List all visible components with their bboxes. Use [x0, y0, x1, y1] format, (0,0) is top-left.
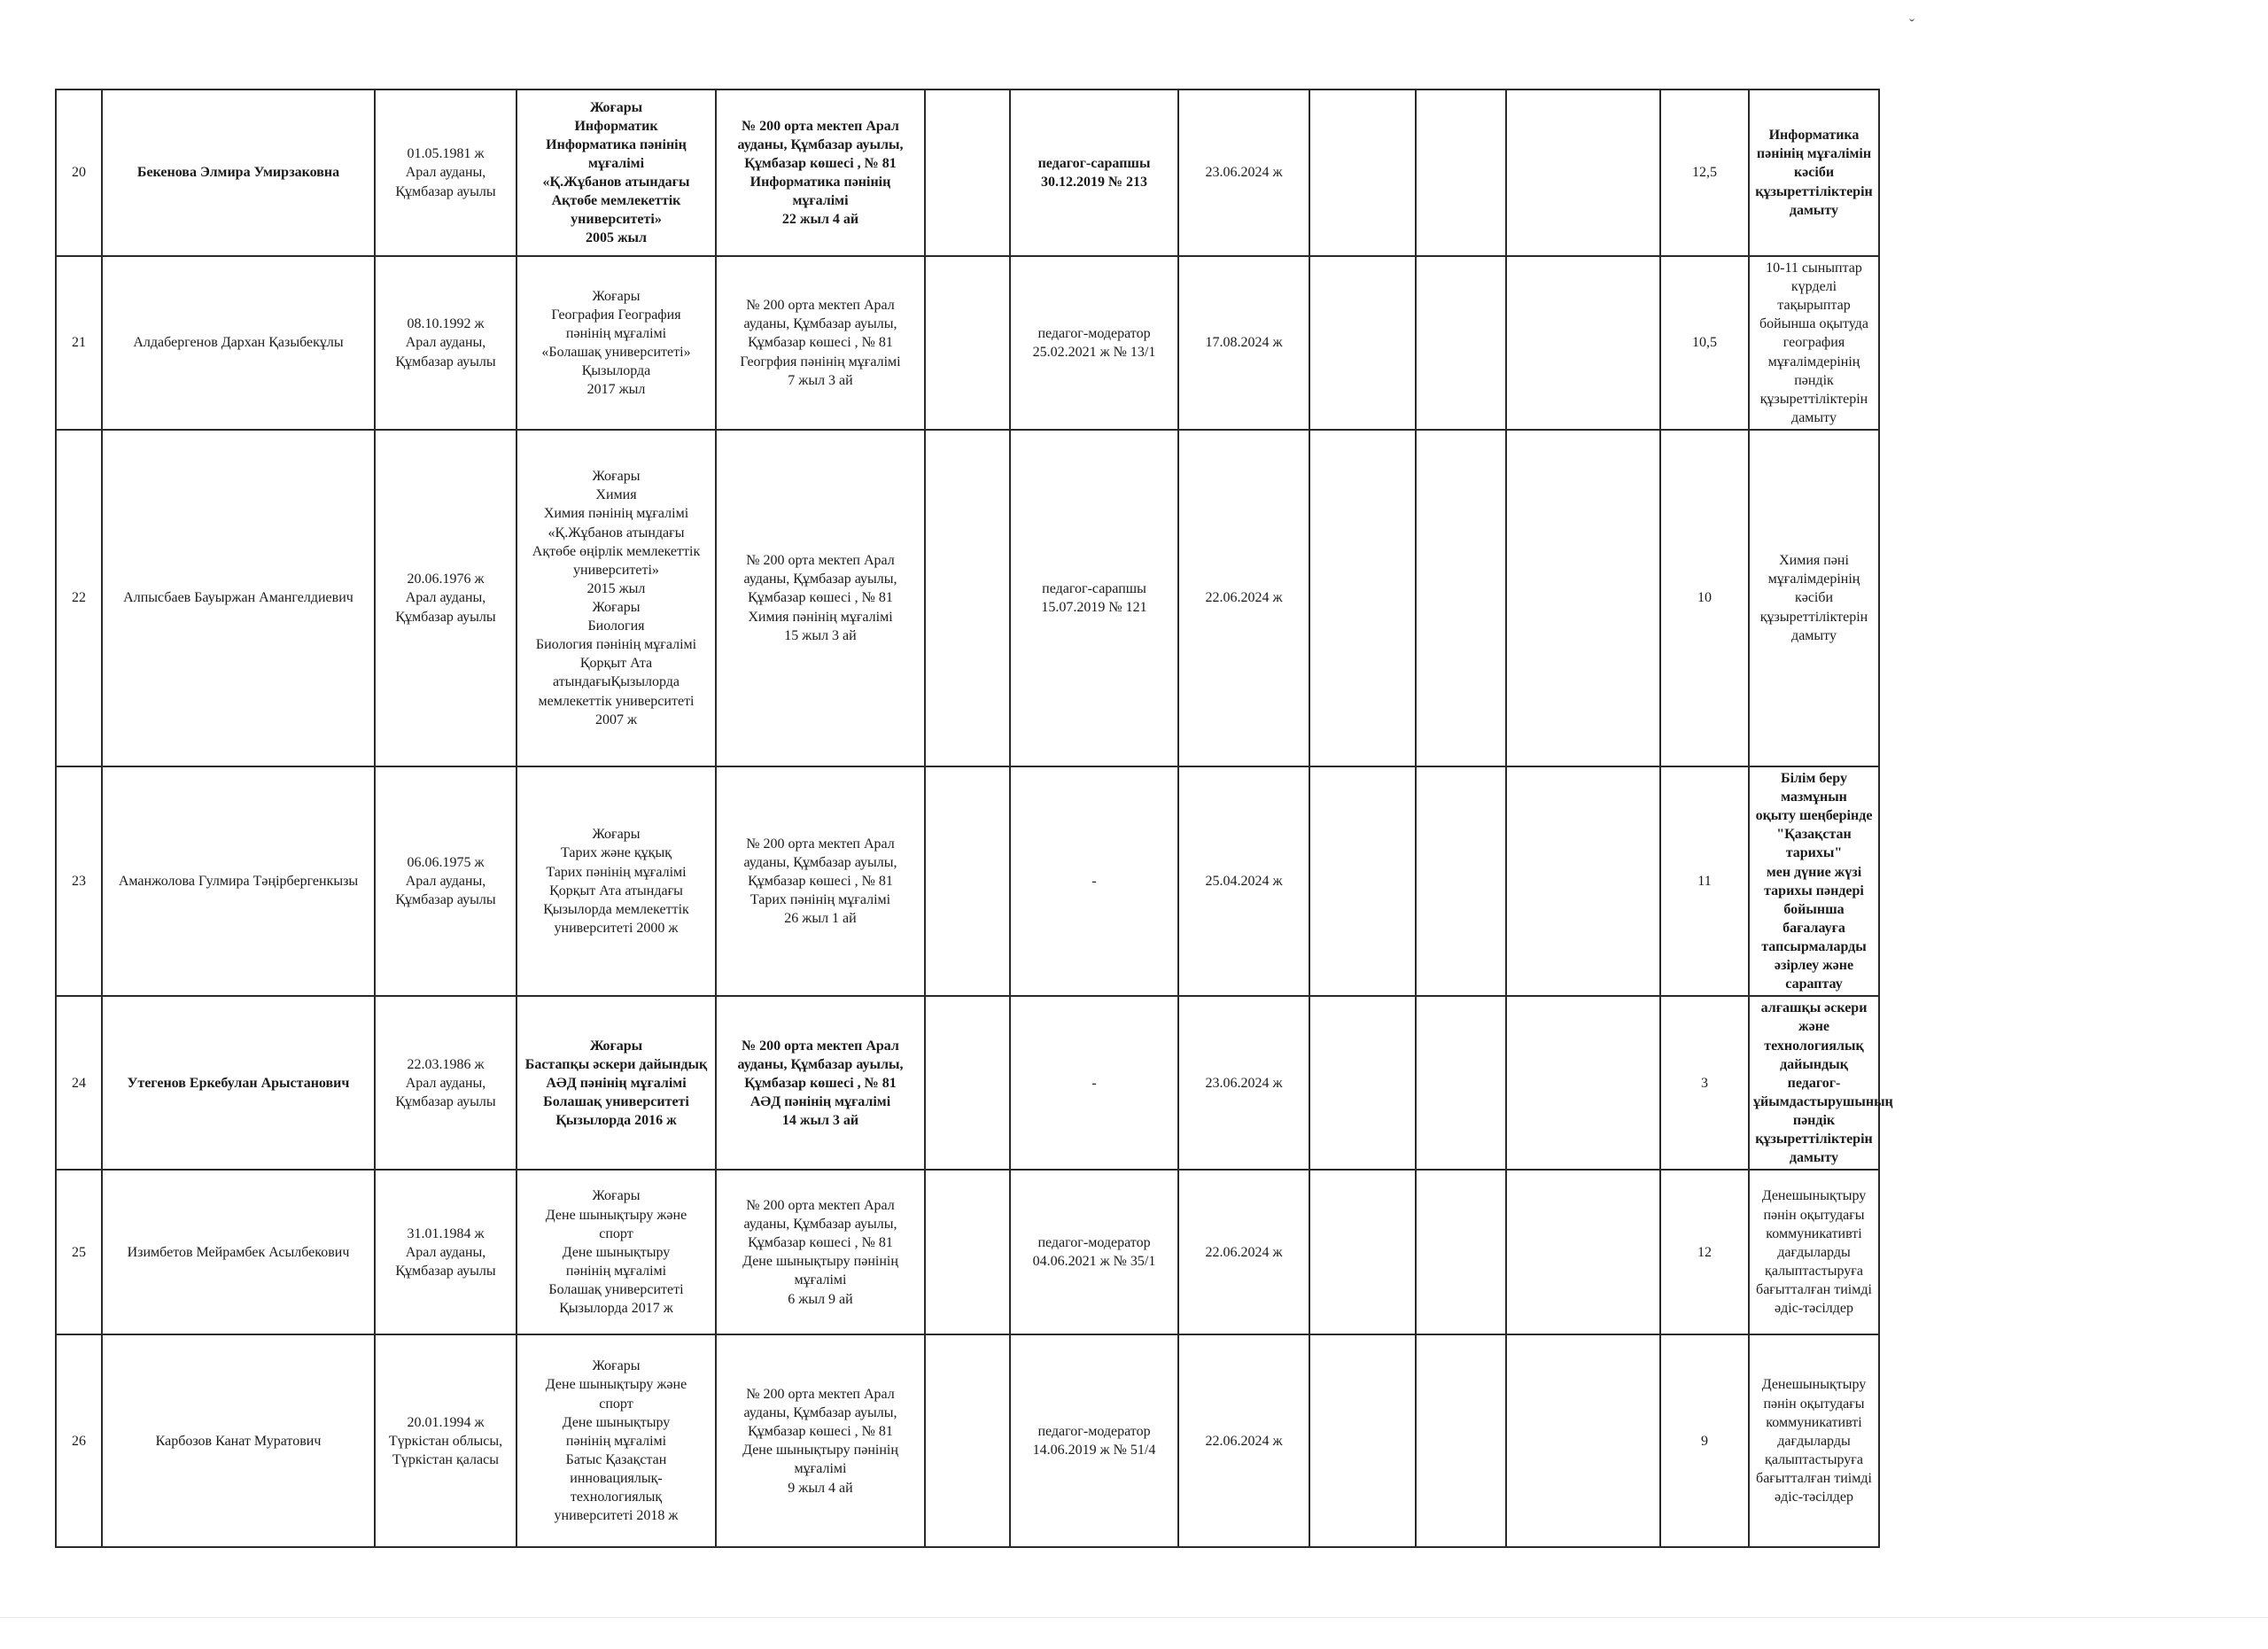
category-line: педагог-модератор: [1037, 1235, 1151, 1251]
education-line: Қорқыт Ата: [579, 656, 653, 672]
course-topic-line: дамыту: [1791, 409, 1837, 425]
course-topic-line: Информатика: [1768, 128, 1860, 144]
empty-cell: [925, 256, 1010, 430]
workplace-line: Дене шынықтыру пәнінің: [742, 1443, 898, 1458]
hours-cell: 10: [1660, 430, 1749, 766]
education-line: Жоғары: [589, 99, 643, 115]
category-cell: [1010, 256, 1178, 430]
education-line: Қызылорда 2016 ж: [555, 1112, 677, 1128]
workplace-cell: [716, 766, 925, 996]
workplace-line: Тарих пәнінің мұғалімі: [750, 892, 891, 908]
course-topic-line: мұғалімдерінің: [1767, 572, 1860, 587]
category-cell: [1010, 430, 1178, 766]
full-name-cell: Аманжолова Гулмира Тәңірбергенкызы: [102, 766, 375, 996]
course-date-cell: 22.06.2024 ж: [1178, 430, 1309, 766]
course-topic-line: ұйымдастырушының: [1753, 1093, 1893, 1109]
course-topic-line: құзыреттіліктерін: [1755, 1132, 1873, 1147]
category-line: -: [1091, 1075, 1097, 1091]
full-name-cell: Алдабергенов Дархан Қазыбекұлы: [102, 256, 375, 430]
birth-info-line: Түркістан қаласы: [392, 1451, 499, 1467]
workplace-cell: [716, 1334, 925, 1547]
education-line: Химия пәнінің мұғалімі: [543, 506, 689, 522]
row-number-cell: 23: [56, 766, 102, 996]
education-cell: [517, 996, 716, 1170]
full-name-cell: Изимбетов Мейрамбек Асылбекович: [102, 1170, 375, 1334]
workplace-line: № 200 орта мектеп Арал: [742, 1038, 899, 1054]
course-topic-line: пәндік: [1792, 1112, 1836, 1128]
education-line: Бастапқы әскери дайындық: [524, 1056, 708, 1072]
category-line: 04.06.2021 ж № 35/1: [1032, 1254, 1156, 1270]
workplace-line: Құмбазар көшесі , № 81: [748, 335, 893, 351]
workplace-line: Құмбазар көшесі , № 81: [748, 874, 893, 890]
course-topic-line: оқыту шеңберінде: [1755, 808, 1873, 824]
education-line: Информатик: [574, 118, 658, 134]
workplace-cell: [716, 89, 925, 256]
education-line: Жоғары: [589, 1038, 643, 1054]
education-line: Жоғары: [592, 1188, 641, 1204]
hours-cell: 10,5: [1660, 256, 1749, 430]
education-line: университеті»: [573, 562, 659, 578]
empty-cell: [1506, 996, 1660, 1170]
course-topic-line: дағдыларды: [1777, 1433, 1851, 1449]
course-topic-line: мұғалімдерінің: [1767, 354, 1860, 369]
empty-cell: [1416, 89, 1506, 256]
row-number-cell: 21: [56, 256, 102, 430]
course-topic-line: Білім беру мазмұнын: [1781, 770, 1847, 805]
course-topic-line: пәнін оқытудағы: [1763, 1207, 1865, 1223]
workplace-line: 6 жыл 9 ай: [788, 1291, 853, 1307]
birth-info-line: 20.06.1976 ж: [407, 572, 485, 587]
birth-info-cell: [375, 430, 517, 766]
education-line: Тарих пәнінің мұғалімі: [546, 864, 687, 880]
birth-info-line: Түркістан облысы,: [388, 1433, 503, 1449]
course-topic-line: пәнінің мұғалімін: [1756, 146, 1872, 162]
empty-cell: [1416, 1170, 1506, 1334]
category-line: 14.06.2019 ж № 51/4: [1032, 1443, 1156, 1458]
education-line: Жоғары: [592, 827, 641, 843]
category-line: 15.07.2019 № 121: [1041, 599, 1147, 615]
education-line: АӘД пәнінің мұғалімі: [546, 1075, 687, 1091]
table-row: [56, 1170, 1879, 1334]
birth-info-line: Арал ауданы,: [405, 590, 486, 606]
empty-cell: [1416, 256, 1506, 430]
hours-cell: 12: [1660, 1170, 1749, 1334]
birth-info-line: Арал ауданы,: [405, 335, 486, 351]
empty-cell: [1309, 1334, 1416, 1547]
empty-cell: [925, 1334, 1010, 1547]
category-line: педагог-модератор: [1037, 1424, 1151, 1440]
empty-cell: [1309, 430, 1416, 766]
empty-cell: [1416, 766, 1506, 996]
category-cell: [1010, 1334, 1178, 1547]
course-topic-cell: [1749, 256, 1879, 430]
course-topic-cell: [1749, 1334, 1879, 1547]
education-line: спорт: [599, 1225, 633, 1241]
hours-cell: 9: [1660, 1334, 1749, 1547]
course-date-cell: 23.06.2024 ж: [1178, 89, 1309, 256]
birth-info-line: 01.05.1981 ж: [407, 146, 485, 162]
workplace-line: Геогрфия пәнінің мұғалімі: [740, 354, 901, 369]
education-line: мемлекеттік университеті: [538, 693, 695, 709]
hours-cell: 3: [1660, 996, 1749, 1170]
course-topic-line: дағдыларды: [1777, 1244, 1851, 1260]
birth-info-line: Құмбазар ауылы: [395, 354, 496, 369]
full-name-cell: Карбозов Канат Муратович: [102, 1334, 375, 1547]
course-topic-line: құзыреттіліктерін: [1759, 391, 1868, 407]
empty-cell: [1309, 256, 1416, 430]
education-line: «Қ.Жұбанов атындағы: [548, 525, 685, 541]
workplace-line: 22 жыл 4 ай: [781, 212, 859, 228]
workplace-line: № 200 орта мектеп Арал: [746, 553, 895, 569]
education-line: 2005 жыл: [585, 230, 648, 246]
birth-info-line: Құмбазар ауылы: [395, 609, 496, 625]
workplace-line: Құмбазар көшесі , № 81: [748, 1424, 893, 1440]
birth-info-line: Құмбазар ауылы: [395, 1093, 496, 1109]
education-line: Жоғары: [592, 1358, 641, 1374]
workplace-cell: [716, 1170, 925, 1334]
category-line: педагог-сарапшы: [1042, 580, 1146, 596]
workplace-line: Құмбазар көшесі , № 81: [748, 590, 893, 606]
birth-info-line: Құмбазар ауылы: [395, 892, 496, 908]
category-cell: [1010, 996, 1178, 1170]
education-cell: [517, 256, 716, 430]
course-topic-line: "Қазақстан тарихы": [1776, 827, 1852, 861]
course-date-cell: 17.08.2024 ж: [1178, 256, 1309, 430]
workplace-line: АӘД пәнінің мұғалімі: [750, 1093, 891, 1109]
empty-cell: [1309, 89, 1416, 256]
empty-cell: [925, 766, 1010, 996]
course-topic-line: алғашқы әскери: [1760, 1000, 1868, 1016]
birth-info-line: 31.01.1984 ж: [407, 1225, 485, 1241]
birth-info-line: 08.10.1992 ж: [407, 316, 485, 332]
empty-cell: [1309, 996, 1416, 1170]
course-topic-line: тапсырмаларды: [1761, 938, 1867, 954]
education-line: Ақтөбе мемлекеттік: [551, 193, 681, 209]
course-topic-line: құзыреттіліктерін: [1755, 183, 1873, 199]
education-line: Жоғары: [592, 599, 641, 615]
education-line: Қызылорда мемлекеттік: [543, 901, 689, 917]
category-line: 30.12.2019 № 213: [1040, 175, 1148, 190]
row-number-cell: 20: [56, 89, 102, 256]
education-line: пәнінің мұғалімі: [565, 1263, 667, 1279]
category-cell: [1010, 1170, 1178, 1334]
course-topic-cell: [1749, 89, 1879, 256]
workplace-line: ауданы, Құмбазар ауылы,: [743, 316, 897, 332]
education-line: Дене шынықтыру және: [545, 1377, 687, 1393]
workplace-line: ауданы, Құмбазар ауылы,: [743, 854, 897, 870]
empty-cell: [1416, 996, 1506, 1170]
course-topic-line: дайындық педагог-: [1780, 1056, 1848, 1091]
workplace-line: ауданы, Құмбазар ауылы,: [743, 1217, 897, 1233]
course-topic-line: мен дүние жүзі: [1766, 864, 1862, 880]
education-cell: [517, 1334, 716, 1547]
workplace-line: мұғалімі: [794, 1461, 847, 1477]
empty-cell: [1506, 766, 1660, 996]
row-number-cell: 24: [56, 996, 102, 1170]
birth-info-line: 20.01.1994 ж: [407, 1414, 485, 1430]
table-row: [56, 1334, 1879, 1547]
empty-cell: [1506, 1170, 1660, 1334]
workplace-line: 26 жыл 1 ай: [784, 911, 857, 927]
education-line: Болашақ университеті: [543, 1093, 689, 1109]
workplace-line: 7 жыл 3 ай: [788, 372, 853, 388]
course-date-cell: 22.06.2024 ж: [1178, 1334, 1309, 1547]
empty-cell: [1309, 766, 1416, 996]
category-cell: [1010, 766, 1178, 996]
workplace-line: № 200 орта мектеп Арал: [746, 1386, 895, 1402]
workplace-cell: [716, 430, 925, 766]
education-line: Болашақ университеті: [548, 1281, 684, 1297]
education-cell: [517, 1170, 716, 1334]
birth-info-line: Арал ауданы,: [405, 165, 486, 181]
workplace-line: мұғалімі: [792, 193, 849, 209]
course-topic-line: пәндік: [1794, 372, 1834, 388]
education-line: Дене шынықтыру: [562, 1244, 671, 1260]
workplace-line: ауданы, Құмбазар ауылы,: [737, 136, 904, 152]
education-line: университеті»: [571, 212, 662, 228]
education-line: Қызылорда: [581, 363, 651, 379]
workplace-line: № 200 орта мектеп Арал: [746, 1197, 895, 1213]
table-row: [56, 89, 1879, 256]
education-line: Химия: [595, 487, 637, 503]
birth-info-line: Арал ауданы,: [405, 1244, 486, 1260]
course-topic-line: дамыту: [1791, 627, 1837, 643]
workplace-cell: [716, 996, 925, 1170]
course-topic-line: дамыту: [1789, 1150, 1839, 1166]
course-topic-line: сараптау: [1785, 976, 1843, 992]
education-line: университеті 2000 ж: [554, 920, 679, 936]
education-line: 2015 жыл: [586, 580, 646, 596]
course-topic-line: әзірлеу және: [1774, 958, 1854, 974]
course-topic-line: 10-11 сыныптар: [1766, 261, 1862, 276]
course-date-cell: 25.04.2024 ж: [1178, 766, 1309, 996]
education-line: Биология: [587, 618, 645, 634]
course-topic-line: әдіс-тәсілдер: [1775, 1490, 1853, 1505]
education-line: Батыс Қазақстан: [565, 1451, 667, 1467]
birth-info-cell: [375, 766, 517, 996]
course-topic-line: және технологиялық: [1764, 1019, 1864, 1054]
education-line: Информатика пәнінің: [546, 136, 687, 152]
empty-cell: [1506, 430, 1660, 766]
empty-cell: [925, 996, 1010, 1170]
education-line: Дене шынықтыру: [562, 1414, 671, 1430]
course-topic-line: Денешынықтыру: [1761, 1377, 1867, 1393]
education-line: География География: [551, 307, 681, 323]
empty-cell: [1506, 89, 1660, 256]
hours-cell: 11: [1660, 766, 1749, 996]
empty-cell: [1416, 430, 1506, 766]
education-line: университеті 2018 ж: [554, 1508, 679, 1524]
course-topic-cell: [1749, 1170, 1879, 1334]
education-line: атындағыҚызылорда: [552, 674, 680, 690]
course-topic-line: бағытталған тиімді: [1756, 1470, 1872, 1486]
empty-cell: [925, 1170, 1010, 1334]
course-topic-cell: [1749, 766, 1879, 996]
empty-cell: [925, 430, 1010, 766]
full-name-cell: Бекенова Элмира Умирзаковна: [102, 89, 375, 256]
course-topic-line: қалыптастыруға: [1765, 1451, 1863, 1467]
workplace-line: ауданы, Құмбазар ауылы,: [743, 572, 897, 587]
education-line: Биология пәнінің мұғалімі: [535, 637, 697, 653]
workplace-line: мұғалімі: [794, 1272, 847, 1288]
course-topic-line: күрделі тақырыптар: [1777, 279, 1851, 314]
workplace-line: Құмбазар көшесі , № 81: [744, 1075, 897, 1091]
course-topic-line: Денешынықтыру: [1761, 1188, 1867, 1204]
scan-mark: ˇ: [1909, 16, 1915, 34]
education-line: 2017 жыл: [586, 382, 646, 398]
teachers-table: [55, 89, 1893, 1548]
birth-info-cell: [375, 89, 517, 256]
workplace-line: 14 жыл 3 ай: [781, 1112, 859, 1128]
birth-info-line: Құмбазар ауылы: [395, 1263, 496, 1279]
row-number-cell: 22: [56, 430, 102, 766]
course-topic-line: география: [1783, 335, 1845, 351]
course-topic-line: құзыреттіліктерін: [1759, 609, 1868, 625]
education-line: Қызылорда 2017 ж: [559, 1301, 673, 1317]
category-line: педагог-модератор: [1037, 325, 1151, 341]
course-topic-line: коммуникативті: [1766, 1225, 1862, 1241]
course-topic-line: кәсіби: [1794, 590, 1834, 606]
education-line: Жоғары: [592, 469, 641, 485]
table-row: [56, 766, 1879, 996]
education-cell: [517, 89, 716, 256]
education-cell: [517, 430, 716, 766]
education-line: 2007 ж: [594, 712, 638, 727]
full-name-cell: Утегенов Еркебулан Арыстанович: [102, 996, 375, 1170]
workplace-line: Дене шынықтыру пәнінің: [742, 1254, 898, 1270]
education-cell: [517, 766, 716, 996]
course-date-cell: 23.06.2024 ж: [1178, 996, 1309, 1170]
workplace-line: ауданы, Құмбазар ауылы,: [737, 1056, 904, 1072]
course-topic-line: пәнін оқытудағы: [1763, 1396, 1865, 1412]
birth-info-line: Арал ауданы,: [405, 874, 486, 890]
education-line: мұғалімі: [587, 155, 645, 171]
row-number-cell: 25: [56, 1170, 102, 1334]
empty-cell: [925, 89, 1010, 256]
table-row: [56, 996, 1879, 1170]
birth-info-cell: [375, 1334, 517, 1547]
course-topic-cell: [1749, 430, 1879, 766]
workplace-line: Құмбазар көшесі , № 81: [748, 1235, 893, 1251]
empty-cell: [1309, 1170, 1416, 1334]
birth-info-cell: [375, 1170, 517, 1334]
course-topic-line: бойынша бағалауға: [1783, 901, 1845, 936]
workplace-line: Информатика пәнінің: [750, 175, 891, 190]
birth-info-line: 06.06.1975 ж: [407, 854, 485, 870]
course-topic-line: қалыптастыруға: [1765, 1263, 1863, 1279]
table-row: [56, 256, 1879, 430]
education-line: Ақтөбе өңірлік мемлекеттік: [532, 543, 701, 559]
empty-cell: [1506, 1334, 1660, 1547]
education-line: Дене шынықтыру және: [545, 1207, 687, 1223]
education-line: пәнінің мұғалімі: [565, 1433, 667, 1449]
education-line: спорт: [599, 1396, 633, 1412]
row-number-cell: 26: [56, 1334, 102, 1547]
empty-cell: [1506, 256, 1660, 430]
hours-cell: 12,5: [1660, 89, 1749, 256]
birth-info-cell: [375, 256, 517, 430]
workplace-line: 15 жыл 3 ай: [784, 627, 857, 643]
course-topic-line: дамыту: [1789, 202, 1839, 218]
course-topic-line: кәсіби: [1793, 165, 1835, 181]
education-line: «Қ.Жұбанов атындағы: [542, 175, 690, 190]
workplace-line: Құмбазар көшесі , № 81: [744, 155, 897, 171]
workplace-line: ауданы, Құмбазар ауылы,: [743, 1405, 897, 1421]
category-line: педагог-сарапшы: [1037, 155, 1151, 171]
birth-info-line: Құмбазар ауылы: [395, 183, 496, 199]
course-date-cell: 22.06.2024 ж: [1178, 1170, 1309, 1334]
birth-info-line: 22.03.1986 ж: [407, 1056, 485, 1072]
course-topic-line: бойынша оқытуда: [1759, 316, 1868, 332]
course-topic-line: Химия пәні: [1779, 553, 1849, 569]
workplace-line: № 200 орта мектеп Арал: [742, 118, 899, 134]
education-line: Жоғары: [592, 288, 641, 304]
course-topic-line: тарихы пәндері: [1764, 883, 1864, 898]
category-line: -: [1091, 874, 1097, 890]
education-line: Тарих және құқық: [561, 845, 672, 861]
birth-info-cell: [375, 996, 517, 1170]
birth-info-line: Арал ауданы,: [405, 1075, 486, 1091]
course-topic-cell: [1749, 996, 1893, 1170]
course-topic-line: коммуникативті: [1766, 1414, 1862, 1430]
education-line: пәнінің мұғалімі: [565, 325, 667, 341]
education-line: Қорқыт Ата атындағы: [549, 883, 683, 898]
category-line: 25.02.2021 ж № 13/1: [1032, 344, 1156, 360]
workplace-cell: [716, 256, 925, 430]
workplace-line: 9 жыл 4 ай: [788, 1480, 853, 1496]
scan-edge: [0, 1617, 2268, 1618]
workplace-line: № 200 орта мектеп Арал: [746, 298, 895, 314]
table-row: [56, 430, 1879, 766]
workplace-line: Химия пәнінің мұғалімі: [748, 609, 893, 625]
course-topic-line: әдіс-тәсілдер: [1775, 1301, 1853, 1317]
category-cell: [1010, 89, 1178, 256]
course-topic-line: бағытталған тиімді: [1756, 1281, 1872, 1297]
education-line: технологиялық: [570, 1490, 663, 1505]
education-line: инновациялық-: [570, 1470, 663, 1486]
education-line: «Болашақ университеті»: [541, 344, 691, 360]
empty-cell: [1416, 1334, 1506, 1547]
full-name-cell: Алпысбаев Бауыржан Амангелдиевич: [102, 430, 375, 766]
workplace-line: № 200 орта мектеп Арал: [746, 836, 895, 852]
